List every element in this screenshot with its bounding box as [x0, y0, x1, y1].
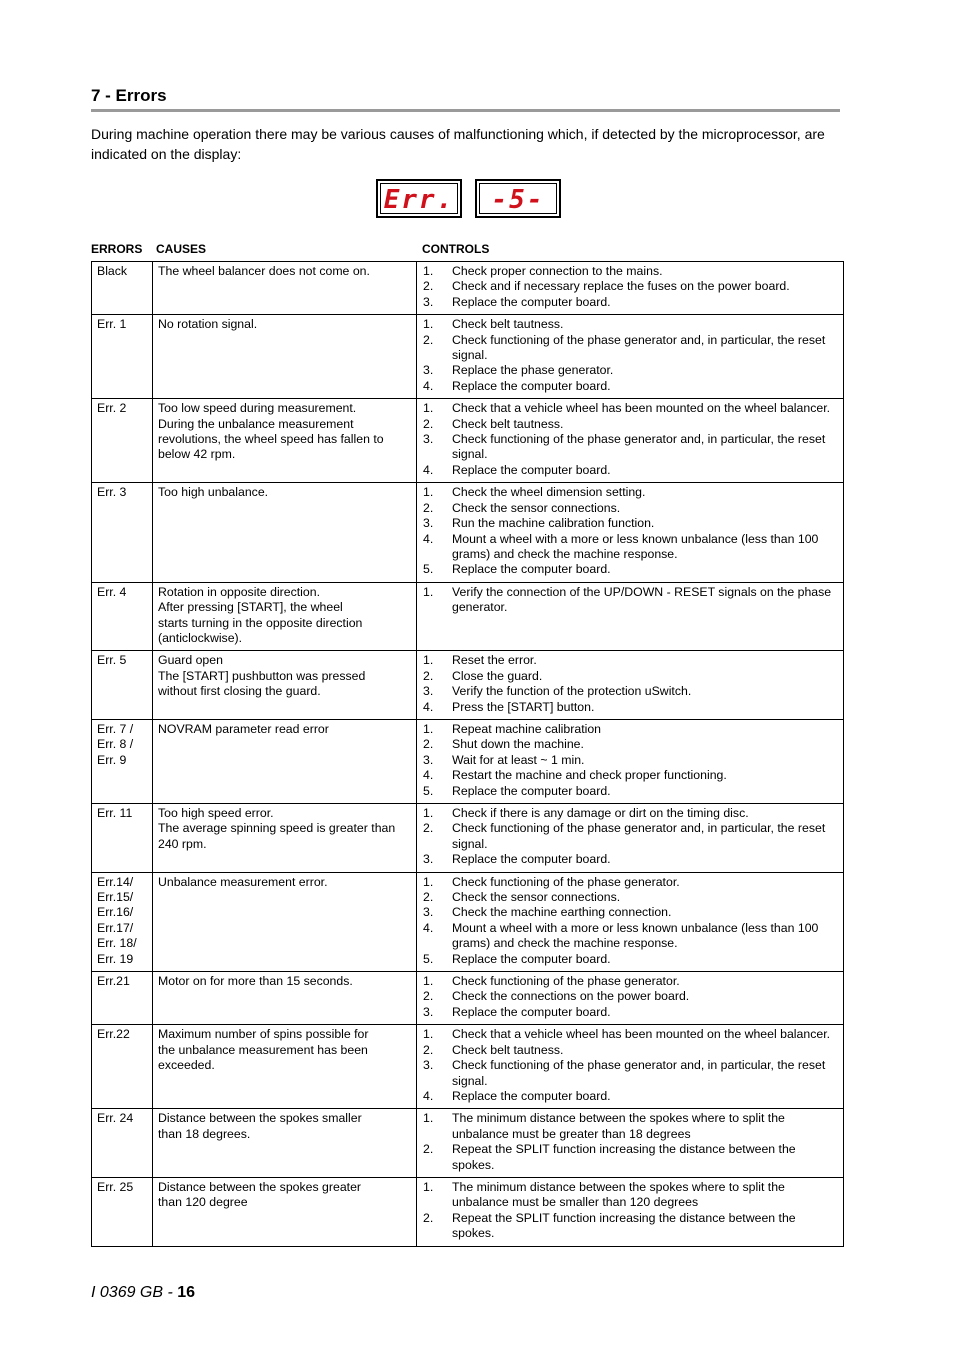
control-step	[423, 585, 837, 616]
control-step-text: Verify the connection of the UP/DOWN - RESET signals on the phase generator.	[452, 584, 832, 615]
control-step-text: The minimum distance between the spokes where to split the unbalance must be greater than 18 degrees	[452, 1111, 785, 1141]
control-step-number: 4.	[423, 699, 434, 714]
control-step-number: 5.	[423, 783, 434, 798]
intro-paragraph: During machine operation there may be various causes of malfunctioning which, if detected by the microprocessor, are indicated on the display:	[91, 126, 825, 162]
control-step-text: The minimum distance between the spokes where to split the unbalance must be smaller than 120 degrees	[452, 1179, 785, 1210]
control-step	[423, 1180, 837, 1211]
error-cause: Unbalance measurement error.	[153, 872, 417, 971]
header-errors: ERRORS	[91, 242, 143, 256]
control-step	[423, 974, 837, 989]
control-step	[423, 1142, 837, 1173]
error-code: Err.14/ Err.15/ Err.16/ Err.17/ Err. 18/ Err. 19	[92, 872, 153, 971]
control-step-text: Mount a wheel with a more or less known unbalance (less than 100 grams) and check the machine response.	[452, 531, 819, 561]
control-step-text: Replace the computer board.	[452, 462, 611, 477]
control-step-text: Check functioning of the phase generator and, in particular, the reset signal.	[452, 1058, 826, 1088]
control-step-number: 2.	[423, 500, 434, 515]
error-controls	[417, 1109, 844, 1178]
control-step	[423, 401, 837, 416]
control-step	[423, 463, 837, 478]
control-step-text: Replace the computer board.	[452, 1088, 611, 1103]
control-step-number: 2.	[423, 890, 434, 905]
control-step	[423, 737, 837, 752]
control-step-number: 1.	[423, 974, 434, 989]
error-code: Err. 5	[92, 651, 153, 720]
error-cause: Too high speed error. The average spinning speed is greater than 240 rpm.	[153, 804, 417, 873]
control-step	[423, 669, 837, 684]
control-step-text: Check belt tautness.	[452, 416, 564, 431]
error-cause: No rotation signal.	[153, 315, 417, 399]
table-row	[92, 719, 844, 803]
section-title: 7 - Errors	[91, 86, 840, 112]
error-controls	[417, 651, 844, 720]
control-step-text: Check the sensor connections.	[452, 500, 621, 515]
control-step-number: 2.	[423, 416, 434, 431]
control-step	[423, 1058, 837, 1089]
table-row	[92, 1177, 844, 1246]
control-step-number: 3.	[423, 752, 434, 767]
control-step-text: Check if there is any damage or dirt on the timing disc.	[452, 806, 749, 820]
error-code: Err. 4	[92, 582, 153, 651]
control-step-number: 3.	[423, 1004, 434, 1019]
control-step	[423, 1027, 837, 1042]
control-step	[423, 532, 837, 563]
error-code: Err. 11	[92, 804, 153, 873]
control-step-number: 4.	[423, 531, 434, 546]
error-controls	[417, 582, 844, 651]
control-step-number: 5.	[423, 562, 434, 577]
error-code: Err. 25	[92, 1177, 153, 1246]
control-step-number: 3.	[423, 1058, 434, 1073]
control-step-number: 2.	[423, 737, 434, 752]
control-step-number: 4.	[423, 378, 434, 393]
error-code: Err. 1	[92, 315, 153, 399]
table-row	[92, 483, 844, 582]
control-step	[423, 295, 837, 310]
control-step-text: Replace the computer board.	[452, 378, 611, 393]
control-step	[423, 653, 837, 668]
control-step	[423, 1089, 837, 1104]
error-controls	[417, 483, 844, 582]
error-cause: The wheel balancer does not come on.	[153, 262, 417, 315]
table-row	[92, 399, 844, 483]
table-row	[92, 1025, 844, 1109]
control-step-number: 2.	[423, 1210, 434, 1225]
error-cause: Too low speed during measurement. During the unbalance measurement revolutions, the wheel speed has fallen to below 42 rpm.	[153, 399, 417, 483]
page-number: 16	[177, 1284, 196, 1301]
error-cause: Distance between the spokes greater than 120 degree	[153, 1177, 417, 1246]
control-step	[423, 875, 837, 890]
error-controls	[417, 399, 844, 483]
display-right-readout: -5-	[491, 185, 545, 215]
page-footer	[91, 1284, 195, 1302]
control-step	[423, 279, 837, 294]
table-row	[92, 972, 844, 1025]
table-row	[92, 315, 844, 399]
control-step	[423, 264, 837, 279]
control-step-number: 2.	[423, 279, 434, 294]
control-step-text: Replace the phase generator.	[452, 363, 614, 378]
control-step-text: Repeat the SPLIT function increasing the distance between the spokes.	[452, 1210, 796, 1241]
error-controls	[417, 972, 844, 1025]
display-left-readout: Err.	[383, 185, 455, 215]
control-step-number: 1.	[423, 806, 434, 820]
control-step	[423, 952, 837, 967]
control-step-number: 3.	[423, 852, 434, 867]
error-code: Err. 2	[92, 399, 153, 483]
control-step	[423, 1005, 837, 1020]
control-step	[423, 516, 837, 531]
control-step-number: 1.	[423, 1027, 434, 1042]
control-step-text: Replace the computer board.	[452, 951, 611, 966]
control-step-number: 2.	[423, 1042, 434, 1057]
control-step-number: 1.	[423, 485, 434, 500]
control-step-text: Check functioning of the phase generator and, in particular, the reset signal.	[452, 332, 826, 363]
control-step-text: Restart the machine and check proper functioning.	[452, 768, 727, 783]
control-step	[423, 363, 837, 378]
control-step-text: Check functioning of the phase generator.	[452, 974, 680, 989]
control-step-text: Mount a wheel with a more or less known unbalance (less than 100 grams) and check the machine response.	[452, 920, 819, 951]
control-step	[423, 1111, 837, 1142]
table-row	[92, 262, 844, 315]
control-step-text: Reset the error.	[452, 653, 537, 668]
control-step-text: Repeat the SPLIT function increasing the distance between the spokes.	[452, 1142, 796, 1172]
error-code: Err.21	[92, 972, 153, 1025]
control-step-number: 1.	[423, 874, 434, 889]
control-step-text: Check the wheel dimension setting.	[452, 485, 646, 500]
control-step	[423, 1043, 837, 1058]
table-row	[92, 651, 844, 720]
display-left-panel	[376, 179, 462, 218]
control-step-text: Replace the computer board.	[452, 294, 611, 309]
control-step-text: Check the machine earthing connection.	[452, 905, 672, 920]
control-step-number: 4.	[423, 768, 434, 783]
control-step-text: Check belt tautness.	[452, 317, 564, 332]
control-step-text: Check that a vehicle wheel has been mounted on the wheel balancer.	[452, 401, 831, 416]
control-step	[423, 753, 837, 768]
control-step-text: Check and if necessary replace the fuses on the power board.	[452, 279, 790, 294]
control-step-number: 1.	[423, 1111, 434, 1126]
error-cause: Too high unbalance.	[153, 483, 417, 582]
control-step	[423, 432, 837, 463]
control-step	[423, 684, 837, 699]
control-step	[423, 768, 837, 783]
control-step	[423, 806, 837, 821]
error-controls	[417, 719, 844, 803]
control-step	[423, 485, 837, 500]
control-step-number: 2.	[423, 989, 434, 1004]
control-step-number: 2.	[423, 1142, 434, 1157]
control-step	[423, 852, 837, 867]
control-step-number: 1.	[423, 1179, 434, 1194]
control-step	[423, 905, 837, 920]
control-step-number: 1.	[423, 721, 434, 736]
control-step	[423, 700, 837, 715]
control-step-number: 4.	[423, 1088, 434, 1103]
error-cause: Distance between the spokes smaller than 18 degrees.	[153, 1109, 417, 1178]
error-code: Err. 7 / Err. 8 / Err. 9	[92, 719, 153, 803]
control-step-text: Replace the computer board.	[452, 783, 611, 798]
control-step-text: Replace the computer board.	[452, 562, 611, 577]
control-step	[423, 1211, 837, 1242]
control-step-number: 1.	[423, 401, 434, 416]
error-cause: Guard open The [START] pushbutton was pressed without first closing the guard.	[153, 651, 417, 720]
control-step	[423, 417, 837, 432]
control-step-text: Replace the computer board.	[452, 852, 611, 867]
errors-table	[91, 261, 844, 1247]
control-step	[423, 501, 837, 516]
error-code: Err. 3	[92, 483, 153, 582]
header-controls: CONTROLS	[422, 242, 490, 256]
error-controls	[417, 262, 844, 315]
control-step-text: Check the connections on the power board.	[452, 989, 690, 1004]
error-controls	[417, 804, 844, 873]
control-step	[423, 722, 837, 737]
display-right-panel	[475, 179, 561, 218]
control-step-number: 4.	[423, 462, 434, 477]
control-step	[423, 784, 837, 799]
control-step-number: 3.	[423, 432, 434, 447]
error-code: Err.22	[92, 1025, 153, 1109]
table-row	[92, 582, 844, 651]
table-row	[92, 1109, 844, 1178]
control-step-number: 3.	[423, 684, 434, 699]
control-step-number: 4.	[423, 920, 434, 935]
error-cause: Motor on for more than 15 seconds.	[153, 972, 417, 1025]
control-step	[423, 562, 837, 577]
control-step-text: Replace the computer board.	[452, 1004, 611, 1019]
control-step	[423, 921, 837, 952]
error-controls	[417, 872, 844, 971]
control-step-number: 1.	[423, 317, 434, 332]
control-step-text: Run the machine calibration function.	[452, 516, 655, 531]
control-step	[423, 379, 837, 394]
control-step-number: 3.	[423, 905, 434, 920]
control-step-text: Check functioning of the phase generator and, in particular, the reset signal.	[452, 821, 826, 851]
error-code: Black	[92, 262, 153, 315]
control-step-number: 5.	[423, 951, 434, 966]
control-step-text: Check belt tautness.	[452, 1042, 564, 1057]
control-step-number: 3.	[423, 294, 434, 309]
error-cause: NOVRAM parameter read error	[153, 719, 417, 803]
control-step	[423, 989, 837, 1004]
control-step-number: 3.	[423, 363, 434, 378]
control-step-text: Verify the function of the protection uSwitch.	[452, 684, 692, 699]
error-cause: Maximum number of spins possible for the unbalance measurement has been exceeded.	[153, 1025, 417, 1109]
header-causes: CAUSES	[156, 242, 207, 256]
table-row	[92, 872, 844, 971]
control-step-text: Press the [START] button.	[452, 699, 595, 714]
control-step-number: 1.	[423, 264, 434, 278]
control-step-text: Check functioning of the phase generator and, in particular, the reset signal.	[452, 432, 826, 462]
control-step-text: Shut down the machine.	[452, 737, 584, 752]
control-step	[423, 333, 837, 364]
error-code: Err. 24	[92, 1109, 153, 1178]
control-step-text: Repeat machine calibration	[452, 721, 602, 736]
error-cause: Rotation in opposite direction. After pressing [START], the wheel starts turning in the opposite direction (anticlockwise).	[153, 582, 417, 651]
control-step-number: 1.	[423, 584, 434, 599]
error-controls	[417, 315, 844, 399]
control-step-text: Check functioning of the phase generator.	[452, 874, 680, 889]
control-step-number: 2.	[423, 668, 434, 683]
control-step-text: Wait for at least ~ 1 min.	[452, 752, 585, 767]
control-step	[423, 317, 837, 332]
control-step-text: Close the guard.	[452, 668, 543, 683]
error-controls	[417, 1025, 844, 1109]
control-step	[423, 890, 837, 905]
control-step-text: Check that a vehicle wheel has been mounted on the wheel balancer.	[452, 1027, 831, 1042]
control-step-text: Check proper connection to the mains.	[452, 264, 663, 278]
control-step-number: 2.	[423, 332, 434, 347]
control-step-number: 1.	[423, 653, 434, 668]
error-controls	[417, 1177, 844, 1246]
control-step-number: 3.	[423, 516, 434, 531]
control-step	[423, 821, 837, 852]
control-step-number: 2.	[423, 821, 434, 836]
document-code: I 0369 GB -	[91, 1284, 178, 1301]
table-row	[92, 804, 844, 873]
control-step-text: Check the sensor connections.	[452, 890, 621, 905]
